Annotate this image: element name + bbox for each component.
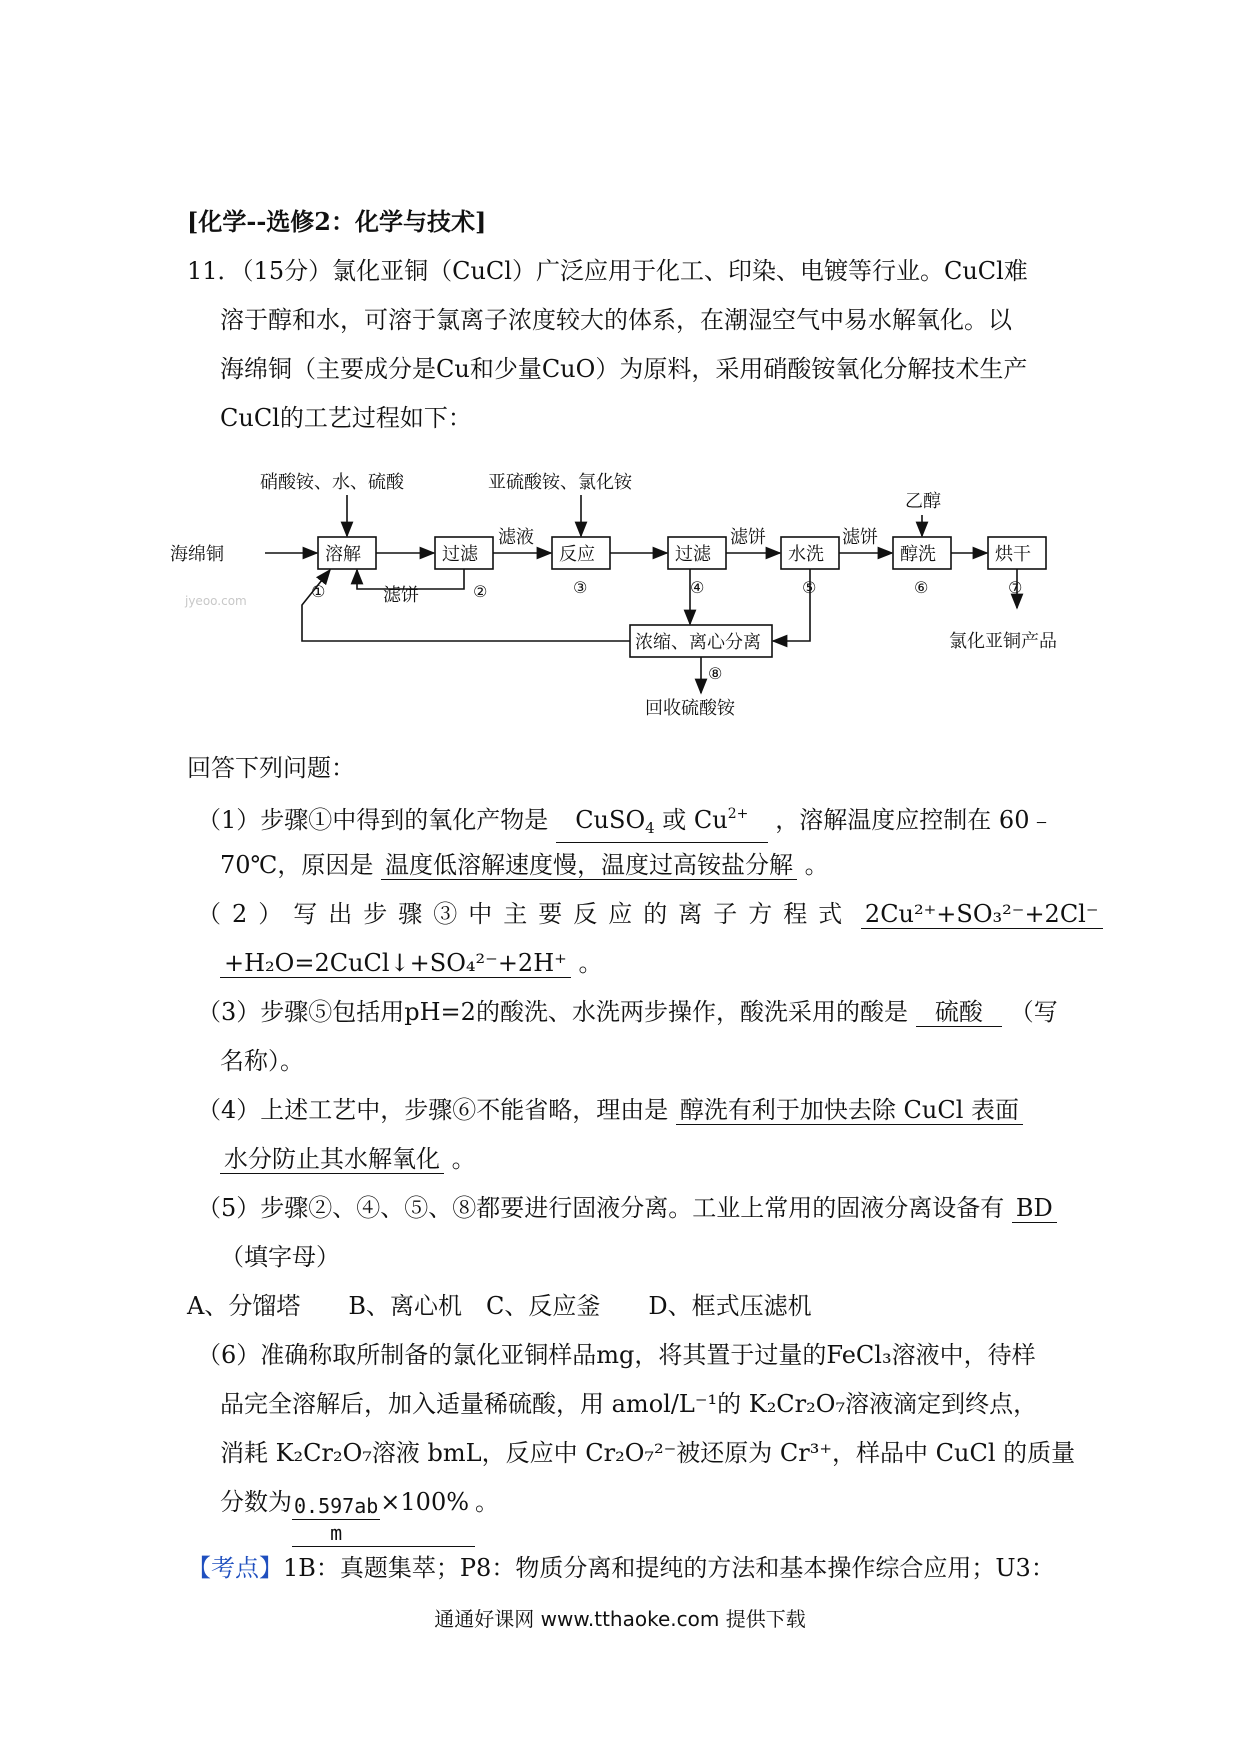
raw-material-label: 海绵铜 xyxy=(170,544,224,565)
section-title: [化学--选修2：化学与技术] xyxy=(187,207,487,236)
q1-line-1 xyxy=(197,800,1053,843)
q4-end: 。 xyxy=(451,1145,476,1173)
q6-end: 。 xyxy=(475,1488,500,1516)
step-number-4: ④ xyxy=(690,578,705,597)
watermark: jyeoo.com xyxy=(185,594,247,608)
cake-label-3: 滤饼 xyxy=(842,527,878,548)
q4-answer-2: 水分防止其水解氧化 xyxy=(220,1145,444,1174)
q3-text-c: 名称）。 xyxy=(220,1047,304,1075)
q5-text-a: （5）步骤②、④、⑤、⑧都要进行固液分离。工业上常用的固液分离设备有 xyxy=(197,1194,1005,1222)
filtrate-label: 滤液 xyxy=(498,527,534,548)
cake-label-2: 滤饼 xyxy=(730,527,766,548)
q5-text-b: （填字母） xyxy=(220,1243,340,1271)
q1-text-c: 70℃，原因是 xyxy=(220,851,374,879)
intro-text-1: 氯化亚铜（CuCl）广泛应用于化工、印染、电镀等行业。CuCl难 xyxy=(332,257,1028,285)
kaodian-tag: 【考点】 xyxy=(187,1554,283,1582)
step-number-1: ① xyxy=(311,582,326,601)
q1-answer-2: 温度低溶解速度慢，温度过高铵盐分解 xyxy=(381,851,797,880)
intro-text-4: CuCl的工艺过程如下： xyxy=(220,404,472,432)
reagent-3-label: 乙醇 xyxy=(905,491,941,512)
product-label: 氯化亚铜产品 xyxy=(949,631,1057,652)
q3-text-b: （写 xyxy=(1009,998,1058,1026)
fraction-denominator: m xyxy=(330,1521,343,1545)
q4-answer-1: 醇洗有利于加快去除 CuCl 表面 xyxy=(676,1096,1023,1125)
q3-answer: 硫酸 xyxy=(916,998,1003,1027)
step-number-6: ⑥ xyxy=(914,578,929,597)
q2-line-1 xyxy=(197,898,1103,930)
step-number-7: ⑦ xyxy=(1008,578,1023,597)
step-number-8: ⑧ xyxy=(708,664,723,683)
cake-label-1: 滤饼 xyxy=(383,585,419,606)
question-score: （15分） xyxy=(241,257,333,285)
q1-text-b: ，溶解温度应控制在 60﹣ xyxy=(775,806,1054,834)
concentrate-label: 浓缩、离心分离 xyxy=(635,632,761,653)
fraction-tail: ×100% xyxy=(380,1488,470,1516)
q2-end: 。 xyxy=(578,949,603,977)
q6-answer xyxy=(292,1486,475,1547)
step-react-label: 反应 xyxy=(559,544,595,565)
step-dissolve-label: 溶解 xyxy=(325,544,361,565)
step-dry-label: 烘干 xyxy=(995,544,1031,565)
q5-line-1 xyxy=(197,1192,1057,1224)
q6-fraction xyxy=(292,1493,380,1546)
reagent-2-label: 亚硫酸铵、氯化铵 xyxy=(488,472,632,493)
step-number-3: ③ xyxy=(573,578,588,597)
question-line-1 xyxy=(187,255,1028,287)
step-filter-1-label: 过滤 xyxy=(442,544,478,565)
page-footer: 通通好课网 www.tthaoke.com 提供下载 xyxy=(434,1607,806,1631)
step-number-2: ② xyxy=(473,582,488,601)
q2-answer-line-2: +H₂O=2CuCl↓+SO₄²⁻+2H⁺ xyxy=(220,949,571,978)
step-filter-2-label: 过滤 xyxy=(675,544,711,565)
q2-text-a: （2）写出步骤③中主要反应的离子方程式 xyxy=(197,900,854,928)
step-alcohol-wash-label: 醇洗 xyxy=(900,544,936,565)
q5-options: A、分馏塔 B、离心机 C、反应釜 D、框式压滤机 xyxy=(187,1292,812,1320)
q5-answer: BD xyxy=(1012,1194,1057,1223)
kaodian-line xyxy=(187,1552,1055,1584)
q6-text-a: 分数为 xyxy=(220,1488,292,1516)
q2-answer-line-1: 2Cu²⁺+SO₃²⁻+2Cl⁻ xyxy=(861,900,1103,929)
q1-answer-1: CuSO$_4$ 或 $Cu^{2+}$ xyxy=(556,800,768,843)
fraction-numerator: 0.597ab xyxy=(294,1494,379,1518)
intro-text-3: 海绵铜（主要成分是Cu和少量CuO）为原料，采用硝酸铵氧化分解技术生产 xyxy=(220,355,1028,383)
recovered-label: 回收硫酸铵 xyxy=(645,698,735,719)
step-number-5: ⑤ xyxy=(802,578,817,597)
q4-line-2 xyxy=(220,1143,476,1175)
question-number: 11． xyxy=(187,257,242,285)
q1-end: 。 xyxy=(804,851,829,879)
q3-line-1 xyxy=(197,996,1058,1028)
step-water-wash-label: 水洗 xyxy=(788,544,824,565)
process-flowchart xyxy=(170,455,1090,730)
q1-text-a: （1）步骤①中得到的氧化产物是 xyxy=(197,806,549,834)
q1-line-2 xyxy=(220,849,829,881)
q6-line-4 xyxy=(220,1486,499,1547)
q6-line-2: 品完全溶解后，加入适量稀硫酸，用 amol/L⁻¹的 K₂Cr₂O₇溶液滴定到终点， xyxy=(220,1390,1038,1418)
kaodian-text: 1B：真题集萃；P8：物质分离和提纯的方法和基本操作综合应用；U3： xyxy=(283,1554,1055,1582)
reagent-1-label: 硝酸铵、水、硫酸 xyxy=(260,472,404,493)
q6-line-3: 消耗 K₂Cr₂O₇溶液 bmL，反应中 Cr₂O₇²⁻被还原为 Cr³⁺，样品中 CuCl 的质量 xyxy=(220,1439,1076,1467)
intro-text-2: 溶于醇和水，可溶于氯离子浓度较大的体系，在潮湿空气中易水解氧化。以 xyxy=(220,306,1012,334)
q4-text-a: （4）上述工艺中，步骤⑥不能省略，理由是 xyxy=(197,1096,669,1124)
q6-line-1: （6）准确称取所制备的氯化亚铜样品mg，将其置于过量的FeCl₃溶液中，待样 xyxy=(197,1341,1036,1369)
q3-text-a: （3）步骤⑤包括用pH=2的酸洗、水洗两步操作，酸洗采用的酸是 xyxy=(197,998,908,1026)
q2-line-2 xyxy=(220,947,602,979)
q4-line-1 xyxy=(197,1094,1023,1126)
answer-prompt: 回答下列问题： xyxy=(187,754,355,782)
